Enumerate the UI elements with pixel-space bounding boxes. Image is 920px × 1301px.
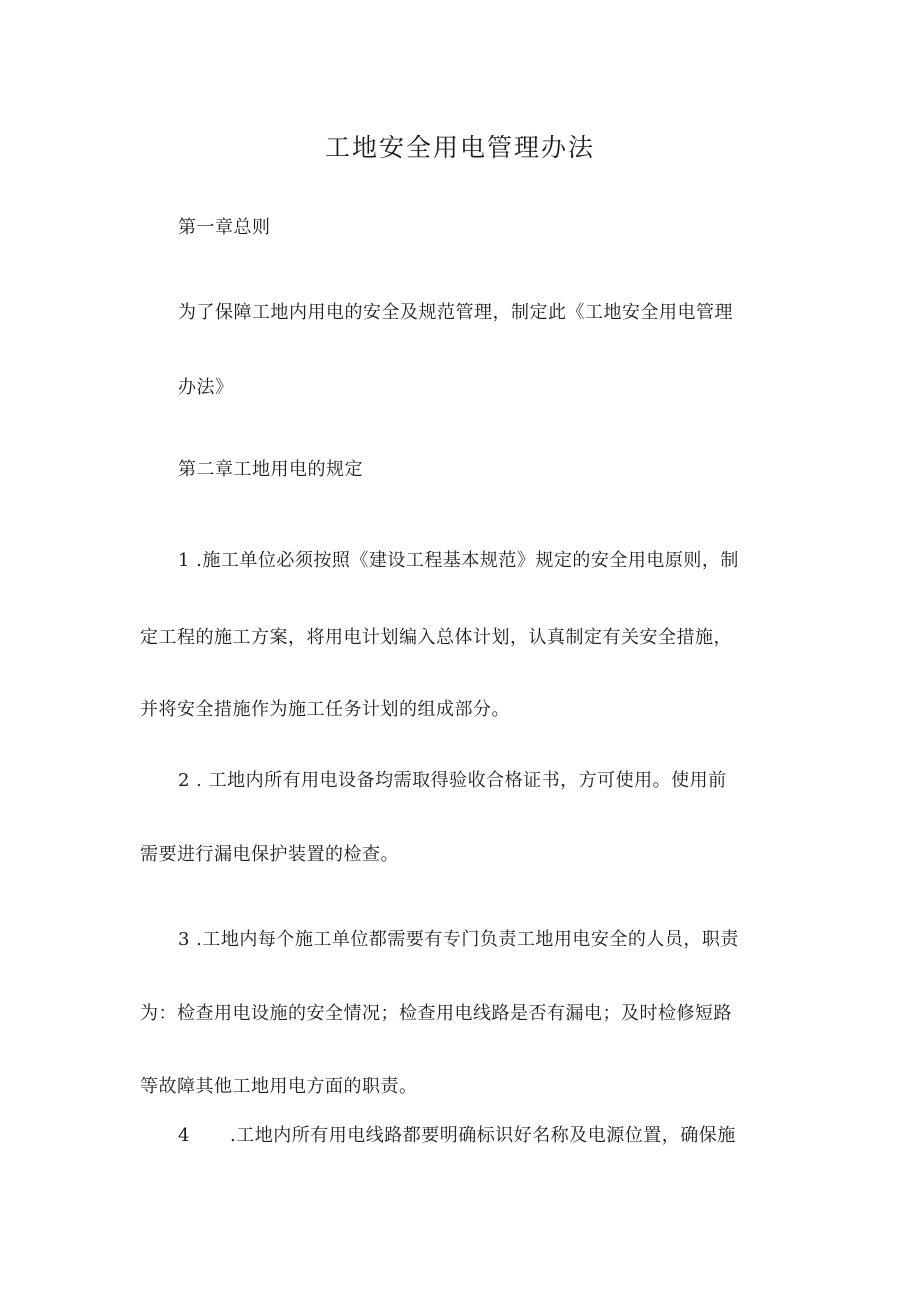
chapter2-heading: 第二章工地用电的规定 <box>178 459 363 480</box>
item1-line2: 定工程的施工方案，将用电计划编入总体计划，认真制定有关安全措施， <box>140 627 732 648</box>
item4-number: 4 <box>178 1125 190 1146</box>
item4-line1 <box>178 1123 736 1149</box>
item3-number: 3 <box>178 929 190 950</box>
document-title: 工地安全用电管理办法 <box>324 133 595 162</box>
item2-line2: 需要进行漏电保护装置的检查。 <box>140 844 399 865</box>
item1-text-line1: .施工单位必须按照《建设工程基本规范》规定的安全用电原则，制 <box>189 550 739 571</box>
chapter1-heading: 第一章总则 <box>178 217 271 238</box>
item1-line3: 并将安全措施作为施工任务计划的组成部分。 <box>140 699 510 720</box>
item1-number: 1 <box>178 550 190 571</box>
item1-line1 <box>178 548 739 574</box>
item3-line2: 为：检查用电设施的安全情况；检查用电线路是否有漏电；及时检修短路 <box>140 1003 732 1024</box>
chapter1-paragraph-line2: 办法》 <box>178 377 234 398</box>
item3-text-line1: .工地内每个施工单位都需要有专门负责工地用电安全的人员，职责 <box>189 929 739 950</box>
item2-text-line1: . 工地内所有用电设备均需取得验收合格证书，方可使用。使用前 <box>189 770 727 791</box>
item2-line1 <box>178 768 727 794</box>
item4-text-line1: .工地内所有用电线路都要明确标识好名称及电源位置，确保施 <box>230 1125 736 1146</box>
item2-number: 2 <box>178 770 190 791</box>
chapter1-paragraph-line1: 为了保障工地内用电的安全及规范管理，制定此《工地安全用电管理 <box>178 302 733 323</box>
item3-line3: 等故障其他工地用电方面的职责。 <box>140 1076 418 1097</box>
item3-line1 <box>178 927 739 953</box>
